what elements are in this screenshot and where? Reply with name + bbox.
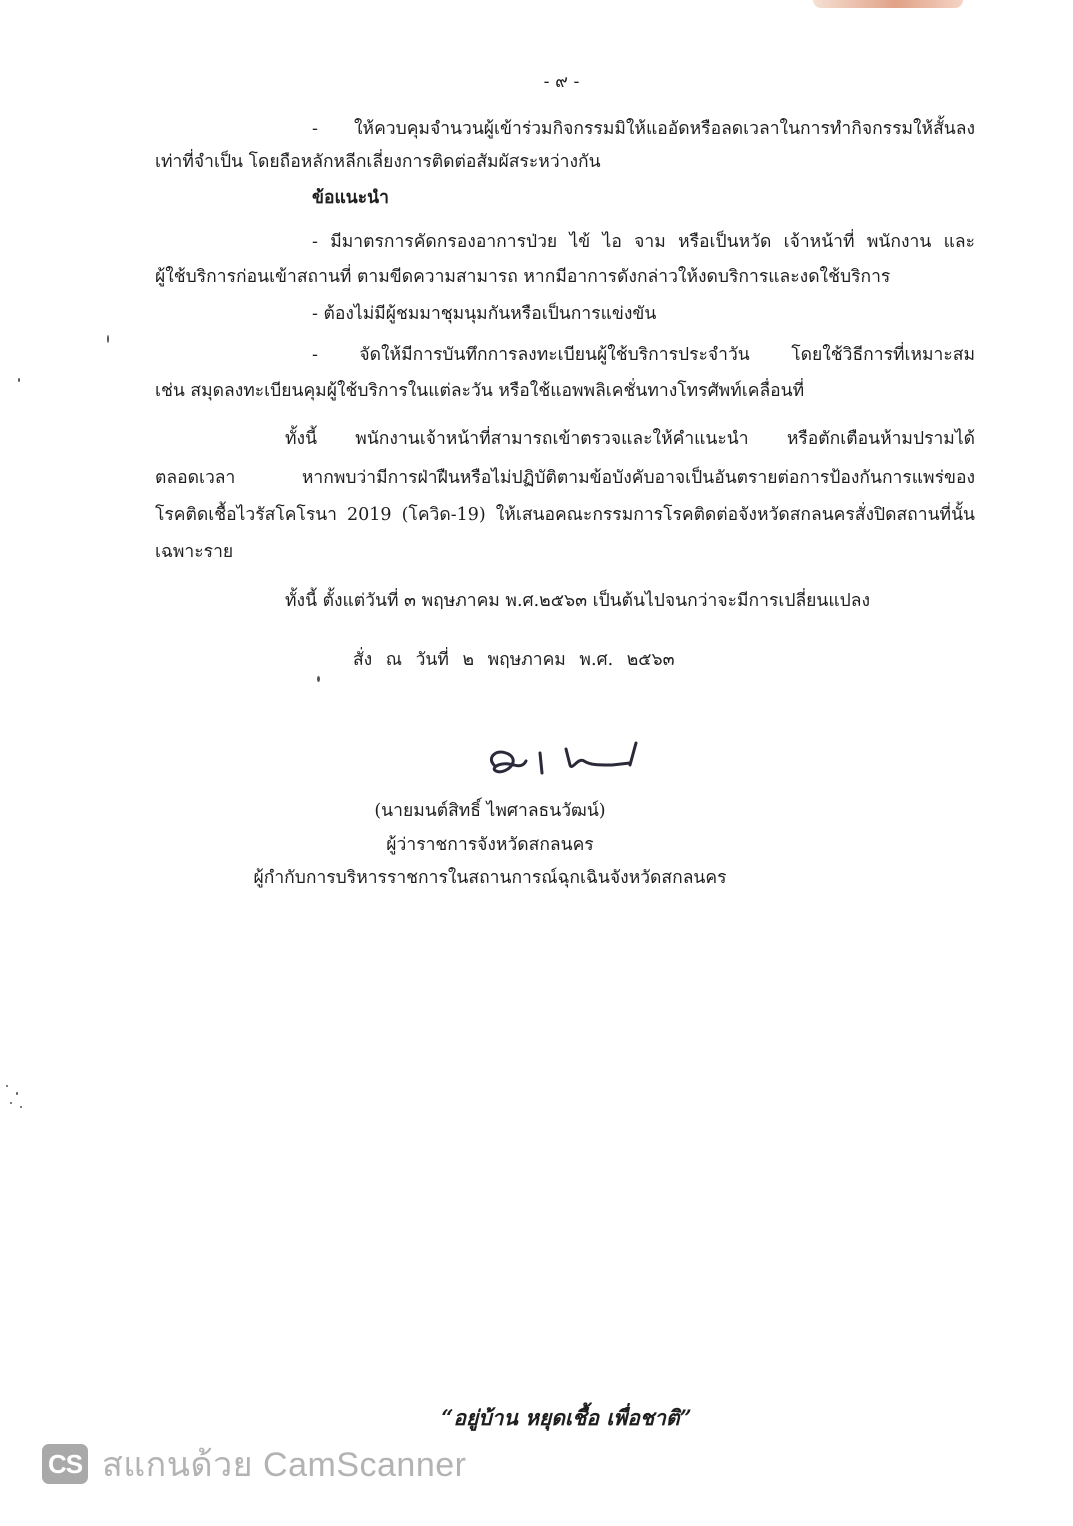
watermark-text: สแกนด้วย CamScanner: [102, 1446, 467, 1484]
paragraph-line: โรคติดเชื้อไวรัสโคโรนา 2019 (โควิด-19) ให้เสนอคณะกรรมการโรคติดต่อจังหวัดสกลนครสั่งปิดสถานที่นั้น: [155, 505, 975, 525]
scan-speck: [20, 1106, 22, 1108]
paragraph-line: - ต้องไม่มีผู้ชมมาชุมนุมกันหรือเป็นการแข่งขัน: [312, 304, 657, 324]
signatory-position-2: ผู้กำกับการบริหารราชการในสถานการณ์ฉุกเฉินจังหวัดสกลนคร: [253, 868, 727, 888]
paragraph-line: - มีมาตรการคัดกรองอาการป่วย ไข้ ไอ จาม หรือเป็นหวัด เจ้าหน้าที่ พนักงาน และ: [312, 232, 975, 252]
paragraph-line: ตลอดเวลา หากพบว่ามีการฝ่าฝืนหรือไม่ปฏิบัติตามข้อบังคับอาจเป็นอันตรายต่อการป้องกันการแพร่ของ: [155, 468, 975, 488]
paragraph-line: เช่น สมุดลงทะเบียนคุมผู้ใช้บริการในแต่ละวัน หรือใช้แอพพลิเคชั่นทางโทรศัพท์เคลื่อนที่: [155, 381, 805, 401]
effective-date: ทั้งนี้ ตั้งแต่วันที่ ๓ พฤษภาคม พ.ศ.๒๕๖๓ เป็นต้นไปจนกว่าจะมีการเปลี่ยนแปลง: [285, 591, 871, 611]
scan-speck: [16, 1092, 18, 1095]
scan-speck: [10, 1102, 12, 1104]
paragraph-line: ผู้ใช้บริการก่อนเข้าสถานที่ ตามขีดความสามารถ หากมีอาการดังกล่าวให้งดบริการและงดใช้บริการ: [155, 267, 891, 287]
ordered-date: สั่ง ณ วันที่ ๒ พฤษภาคม พ.ศ. ๒๕๖๓: [353, 650, 675, 670]
paragraph-line: - จัดให้มีการบันทึกการลงทะเบียนผู้ใช้บริการประจำวัน โดยใช้วิธีการที่เหมาะสม: [312, 345, 975, 365]
paper-edge-mark: [813, 0, 963, 8]
paragraph-line: - ให้ควบคุมจำนวนผู้เข้าร่วมกิจกรรมมิให้แออัดหรือลดเวลาในการทำกิจกรรมให้สั้นลง: [312, 119, 975, 139]
signatory-position: ผู้ว่าราชการจังหวัดสกลนคร: [386, 835, 594, 855]
paragraph-line: เท่าที่จำเป็น โดยถือหลักหลีกเลี่ยงการติดต่อสัมผัสระหว่างกัน: [155, 152, 601, 172]
section-heading: ข้อแนะนำ: [312, 188, 389, 208]
page-number: - ๙ -: [543, 72, 580, 92]
camscanner-logo-icon: CS: [42, 1444, 88, 1484]
scan-speck: [107, 335, 109, 343]
camscanner-watermark: [42, 1440, 466, 1488]
paragraph-line: เฉพาะราย: [155, 542, 234, 562]
scan-speck: [317, 676, 320, 682]
handwritten-signature: [480, 735, 660, 785]
scan-speck: [18, 378, 20, 382]
campaign-slogan: “อยู่บ้าน หยุดเชื้อ เพื่อชาติ”: [441, 1405, 692, 1430]
paragraph-line: ทั้งนี้ พนักงานเจ้าหน้าที่สามารถเข้าตรวจและให้คำแนะนำ หรือตักเตือนห้ามปรามได้: [285, 429, 975, 449]
signatory-name: (นายมนต์สิทธิ์ ไพศาลธนวัฒน์): [374, 801, 606, 821]
scan-speck: [6, 1085, 8, 1087]
